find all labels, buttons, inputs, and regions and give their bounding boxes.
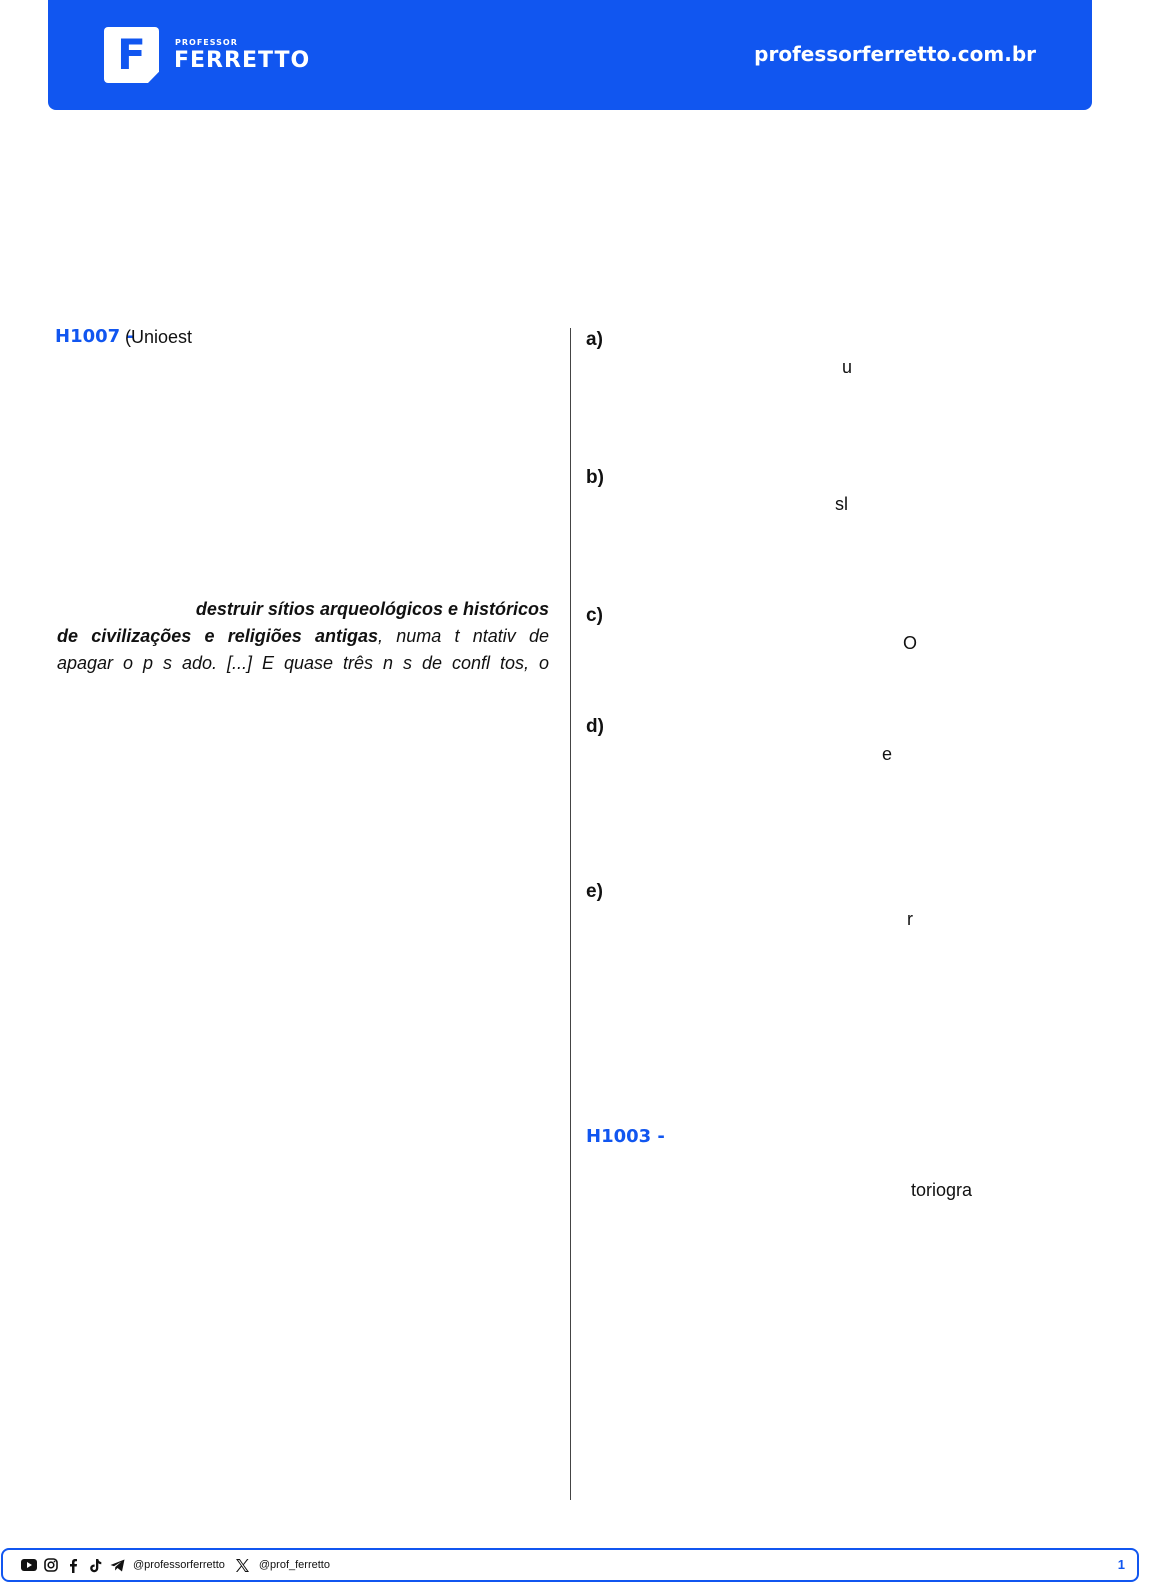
- option-e-text: r: [907, 909, 913, 929]
- option-b-label[interactable]: b): [586, 467, 604, 488]
- next-question-code: H1003 -: [586, 1126, 665, 1147]
- page-number: 1: [1117, 1557, 1125, 1572]
- quote-block: [57, 596, 549, 677]
- next-question-text: toriogra: [911, 1180, 973, 1200]
- header-banner: [48, 0, 1092, 110]
- question-source: (Unioest: [125, 327, 193, 347]
- footer-bar: [1, 1548, 1139, 1582]
- column-divider: [570, 328, 571, 1500]
- option-c-label[interactable]: c): [586, 605, 603, 626]
- telegram-icon[interactable]: [109, 1557, 125, 1573]
- instagram-handle[interactable]: @professorferretto: [133, 1559, 225, 1571]
- logo-letter: F: [117, 30, 146, 79]
- tiktok-icon[interactable]: [87, 1557, 103, 1573]
- site-url-link[interactable]: professorferretto.com.br: [754, 42, 1036, 66]
- youtube-icon[interactable]: [21, 1557, 37, 1573]
- option-d-text: e: [882, 744, 893, 764]
- quote-line-2: [57, 623, 549, 650]
- instagram-icon[interactable]: [43, 1557, 59, 1573]
- quote-line-2-rest: , numa t ntativ de: [378, 626, 549, 646]
- quote-line-1: [57, 596, 549, 623]
- quote-line-3: [57, 650, 549, 677]
- x-handle[interactable]: @prof_ferretto: [258, 1559, 330, 1571]
- x-twitter-icon[interactable]: [235, 1557, 251, 1573]
- social-icons: [21, 1557, 330, 1573]
- option-c-text: O: [903, 633, 918, 653]
- logo-small-text: PROFESSOR: [175, 38, 238, 47]
- option-b-text: sl: [835, 494, 848, 514]
- option-a-label[interactable]: a): [586, 329, 603, 350]
- quote-line-3-rest: apagar o p s ado. [...] E quase três n s de confl tos, o: [57, 653, 549, 673]
- facebook-icon[interactable]: [65, 1557, 81, 1573]
- option-d-label[interactable]: d): [586, 716, 604, 737]
- logo-brand-name: FERRETTO: [174, 48, 311, 73]
- quote-line-2-bold: de civilizações e religiões antigas: [57, 626, 379, 646]
- quote-line-1-bold: destruir sítios arqueológicos e históricos: [195, 599, 549, 619]
- option-a-text: u: [842, 357, 853, 377]
- option-e-label[interactable]: e): [586, 881, 603, 902]
- question-code: H1007 -: [55, 326, 134, 347]
